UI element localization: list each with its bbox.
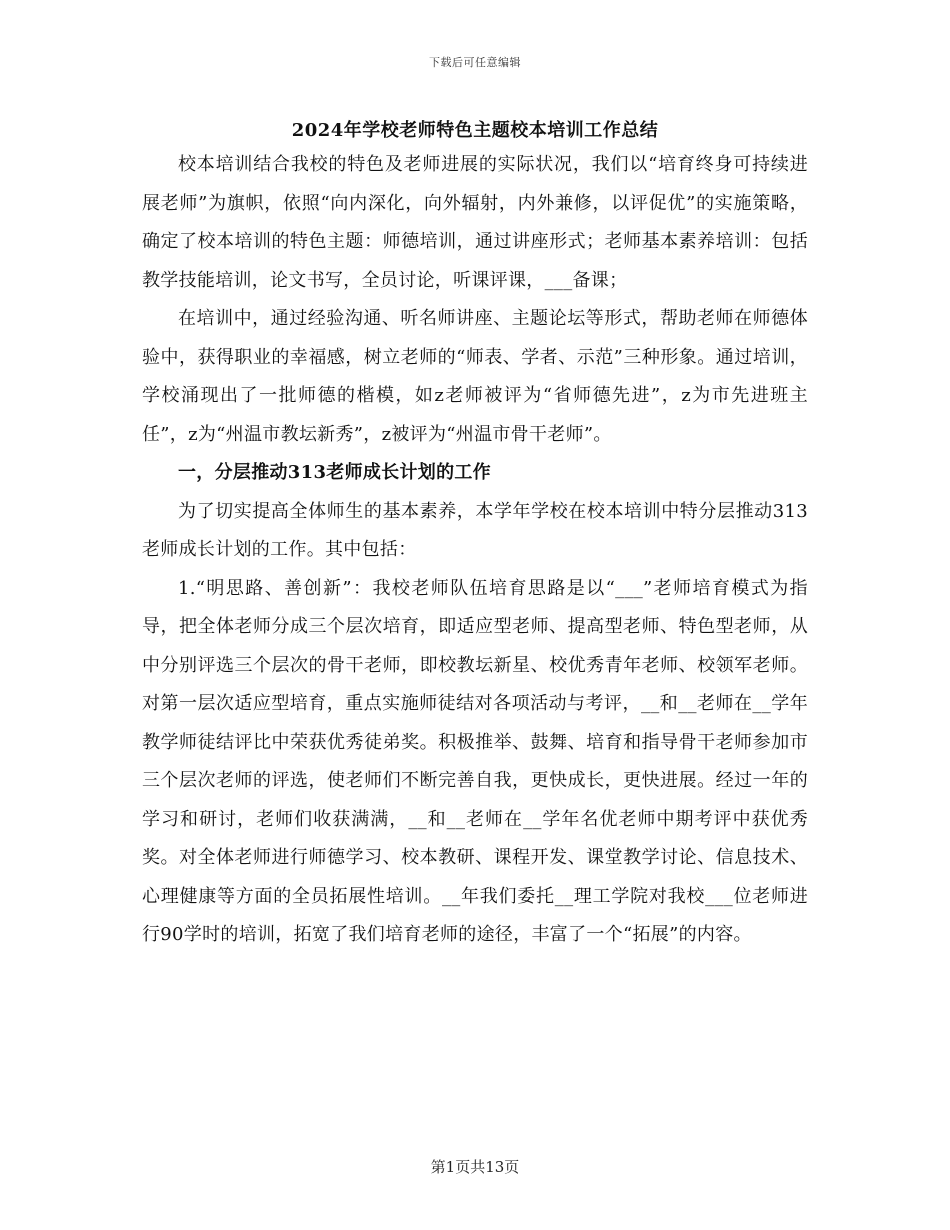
header-note: 下载后可任意编辑: [429, 56, 521, 69]
paragraph: 在培训中，通过经验沟通、听名师讲座、主题论坛等形式，帮助老师在师德体验中，获得职业的幸福感，树立老师的“师表、学者、示范”三种形象。通过培训，学校涌现出了一批师德的楷模，如z老师被评为“省师德先进”，z为市先进班主任”，z为“州温市教坛新秀”，z被评为“州温市骨干老师”。: [142, 308, 808, 445]
paragraph: 为了切实提高全体师生的基本素养，本学年学校在校本培训中特分层推动313老师成长计划的工作。其中包括：: [142, 500, 808, 560]
paragraph: 1.“明思路、善创新”：我校老师队伍培育思路是以“___”老师培育模式为指导，把全体老师分成三个层次培育，即适应型老师、提高型老师、特色型老师，从中分别评选三个层次的骨干老师，即校教坛新星、校优秀青年老师、校领军老师。对第一层次适应型培育，重点实施师徒结对各项活动与考评，__和__老师在__学年教学师徒结评比中荣获优秀徒弟奖。积极推举、鼓舞、培育和指导骨干老师参加市三个层次老师的评选，使老师们不断完善自我，更快成长，更快进展。经过一年的学习和研讨，老师们收获满满，__和__老师在__学年名优老师中期考评中获优秀奖。对全体老师进行师德学习、校本教研、课程开发、课堂教学讨论、信息技术、心理健康等方面的全员拓展性培训。__年我们委托__理工学院对我校___位老师进行90学时的培训，拓宽了我们培育老师的途径，丰富了一个“拓展”的内容。: [142, 577, 808, 945]
document-body: [142, 146, 808, 955]
paragraph: 校本培训结合我校的特色及老师进展的实际状况，我们以“培育终身可持续进展老师”为旗帜，依照“向内深化，向外辐射，内外兼修，以评促优”的实施策略，确定了校本培训的特色主题：师德培训，通过讲座形式；老师基本素养培训：包括教学技能培训，论文书写，全员讨论，听课评课，___备课；: [142, 154, 808, 291]
page-footer: 第1页共13页: [430, 1158, 520, 1176]
section-heading: 一，分层推动313老师成长计划的工作: [178, 462, 491, 483]
document-title: 2024年学校老师特色主题校本培训工作总结: [291, 120, 659, 141]
